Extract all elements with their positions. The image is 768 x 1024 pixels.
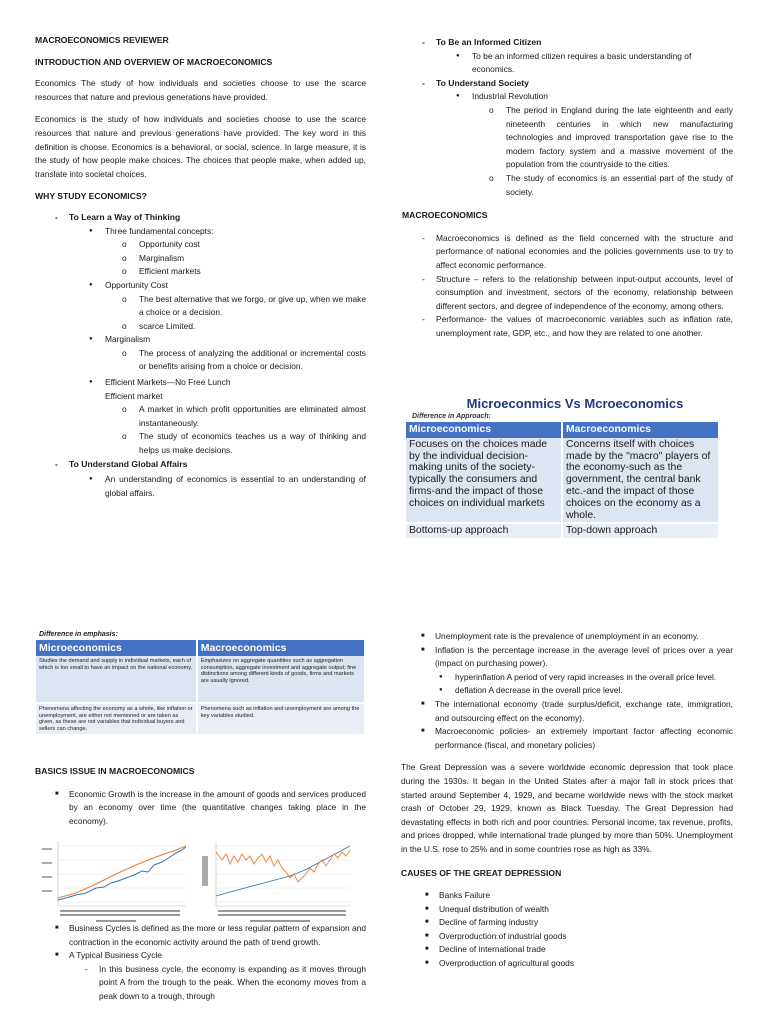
international-item: ■ The international economy (trade surplus/deficit, exchange rate, immigration, and outsourcing effect on the economy). (435, 698, 733, 725)
growth-chart-right (200, 838, 366, 926)
vs-cell: Bottoms-up approach (406, 523, 562, 538)
intro-paragraph-2: Economics is the study of how individuals and societies choose to use the scarce resources that nature and previous generations have provided. The key word in this definition is choose. Economics is a behavioral, or social, science. In large measure, it is the study of how people make choices. The choices that people make, when added up, translate into societal choices. (35, 114, 366, 179)
eff-sub-item: o The study of economics teaches us a way of thinking and helps us make decisions. (139, 430, 366, 457)
macro-item: - Structure – refers to the relationship between input-output accounts, level of consumption and investment, sectors of the economy, relationship between different sectors, and degree of independence of the economy, among others. (436, 273, 733, 314)
page-2 (0, 618, 768, 1024)
emph-subtitle: Difference in emphasis: (39, 631, 118, 638)
vs-cell: Top-down approach (562, 523, 718, 538)
emph-head-micro: Microeconomics (36, 640, 197, 656)
cause-item: ■ Banks Failure (439, 889, 733, 903)
page1-left-column (35, 34, 366, 500)
concept-item: o Marginalism (139, 252, 366, 266)
unemployment-item: ■ Unemployment rate is the prevalence of unemployment in an economy. (435, 630, 733, 644)
why-heading: WHY STUDY ECONOMICS? (35, 191, 147, 202)
emph-cell: Phenomena affecting the economy as a whole, like inflation or unemployment, are either not mentioned or are taken as given, as these are not variables that individual buyers and sellers can change. (36, 703, 197, 734)
global-item: ● An understanding of economics is essential to an understanding of global affairs. (105, 473, 366, 500)
concept-item: o Efficient markets (139, 265, 366, 279)
efficient-item: ● Efficient Markets—No Free Lunch (105, 376, 366, 390)
macro-heading: MACROECONOMICS (402, 210, 488, 221)
vs-subtitle: Difference in Approach: (412, 413, 491, 420)
page2-left-column-lower (35, 922, 366, 1004)
page2-left-column (35, 765, 366, 828)
cause-item: ■ Overproduction of agricultural goods (439, 957, 733, 971)
page2-right-column (401, 630, 733, 971)
vs-head-micro: Microeconomics (406, 422, 562, 438)
typical-sub-item: - In this business cycle, the economy is expanding as it moves through point A from the trough to the peak. When the economy moves from a peak down to a trough, through (99, 963, 366, 1004)
efficient-sub-label: Efficient market (105, 390, 163, 401)
emphasis-figure (36, 630, 364, 766)
learn-heading: - To Learn a Way of Thinking (69, 211, 366, 225)
micro-vs-macro-figure (406, 396, 718, 544)
intro-heading: INTRODUCTION AND OVERVIEW OF MACROECONOMICS (35, 56, 273, 67)
opp-sub-item: o scarce Limited. (139, 320, 366, 334)
emph-head-macro: Macroeconomics (197, 640, 364, 656)
causes-heading: CAUSES OF THE GREAT DEPRESSION (401, 867, 562, 878)
emph-cell: Studies the demand and supply in individual markets, each of which is too small to have an impact on the national economy. (36, 656, 197, 703)
opp-sub-item: o The best alternative that we forgo, or give up, when we make a choice or a decision. (139, 293, 366, 320)
society-item: ● Industrial Revolution (472, 90, 733, 104)
society-heading: - To Understand Society (436, 77, 733, 91)
vs-title: Microeconmics Vs Mcroeconomics (466, 396, 684, 411)
inflation-sub-item: ● deflation A decrease in the overall price level. (455, 684, 733, 698)
society-sub-item: o The study of economics is an essential part of the study of society. (506, 172, 733, 199)
three-concepts-item: ● Three fundamental concepts: (105, 225, 366, 239)
typical-item: ■ A Typical Business Cycle (69, 949, 366, 963)
vs-head-macro: Macroeconomics (562, 422, 718, 438)
cycles-item: ■ Business Cycles is defined as the more or less regular pattern of expansion and contraction in the economic activity around the path of trend growth. (69, 922, 366, 949)
inflation-item: ■ Inflation is the percentage increase in the average level of prices over a year (impact on purchasing power). (435, 644, 733, 671)
eff-sub-item: o A market in which profit opportunities are eliminated almost instantaneously. (139, 403, 366, 430)
page1-right-column (402, 36, 733, 340)
growth-item: ■ Economic Growth is the increase in the amount of goods and services produced by an economy over time (the quantitative changes taking place in the economy). (69, 788, 366, 829)
policies-item: ■ Macroeconomic policies- an extremely important factor affecting economic performance (fiscal, and monetary policies) (435, 725, 733, 752)
citizen-heading: - To Be an Informed Citizen (436, 36, 733, 50)
opportunity-cost-item: ● Opportunity Cost (105, 279, 366, 293)
marginalism-item: ● Marginalism (105, 333, 366, 347)
concept-item: o Opportunity cost (139, 238, 366, 252)
vs-table (406, 422, 718, 538)
doc-title: MACROECONOMICS REVIEWER (35, 35, 169, 45)
emph-cell: Emphasizes on aggregate quantities such as aggregation consumption, aggregate investment and aggregate output; fine distinctions among different kinds of goods, firms and markets are usually ignored. (200, 658, 357, 684)
macro-item: - Macroeconomics is defined as the field concerned with the structure and performance of national economies and the policies governments use to try to affect economic performance. (436, 232, 733, 273)
growth-chart-left (36, 838, 198, 926)
vs-cell: Concerns itself with choices made by the "macro" players of the economy-such as the government, the central bank etc.-and the impact of those choices on the economy as a whole. (566, 438, 711, 521)
cause-item: ■ Overproduction of industrial goods (439, 930, 733, 944)
society-sub-item: o The period in England during the late eighteenth and early nineteenth centuries in which new manufacturing technologies and improved transportation gave rise to the modern factory system and a massive movement of the population from the countryside to the cities. (506, 104, 733, 172)
vs-cell: Focuses on the choices made by the individual decision-making units of the society-typically the consumers and firms-and the impact of those choices on individual markets (406, 438, 562, 524)
emph-cell: Phenomena such as inflation and unemployment are among the key variables studied. (197, 703, 364, 734)
cause-item: ■ Unequal distribution of wealth (439, 903, 733, 917)
inflation-sub-item: ● hyperinflation A period of very rapid increases in the overall price level. (455, 671, 733, 685)
global-heading: - To Understand Global Affairs (69, 458, 366, 472)
marg-sub-item: o The process of analyzing the additional or incremental costs or benefits arising from a choice or decision. (139, 347, 366, 374)
cause-item: ■ Decline of farming industry (439, 916, 733, 930)
citizen-item: ● To be an informed citizen requires a basic understanding of economics. (472, 50, 733, 77)
depression-paragraph: The Great Depression was a severe worldwide economic depression that took place during the 1930s. It began in the United States after a major fall in stock prices that started around September 4, 1929, and became worldwide news with the stock market crash of October 29, 1929, known as Black Tuesday. The Great Depression had devastating effects in both rich and poor countries. Personal income, tax revenue, profits, and prices dropped, while international trade plunged by more than 50%. Unemployment in the U.S. rose to 25% and in some countries rose as high as 33%. (401, 762, 733, 854)
macro-item: - Performance- the values of macroeconomic variables such as inflation rate, unemployment rate, GDP, etc., and how they are related to one another. (436, 313, 733, 340)
basics-heading: BASICS ISSUE IN MACROECONOMICS (35, 766, 195, 776)
emphasis-table (36, 640, 364, 734)
cause-item: ■ Decline of international trade (439, 943, 733, 957)
intro-paragraph-1: Economics The study of how individuals and societies choose to use the scarce resources that nature and previous generations have provided. (35, 78, 366, 102)
